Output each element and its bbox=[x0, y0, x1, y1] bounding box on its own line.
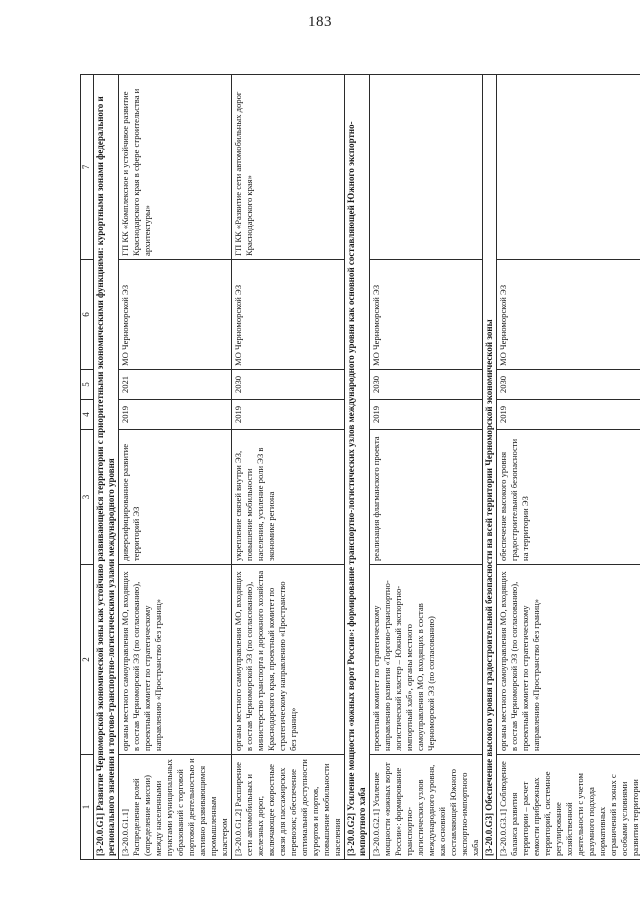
end-year-cell: 2030 bbox=[232, 370, 345, 400]
territory-cell: МО Черноморской ЭЗ bbox=[119, 260, 232, 370]
start-year-cell: 2019 bbox=[232, 400, 345, 430]
section-title: [3-20.0.G3] Обеспечение высокого уровня градостроительной безопасности на всей территории Черноморской экономической зоны bbox=[483, 75, 497, 860]
header-cell-6: 6 bbox=[81, 260, 94, 370]
start-year-cell: 2019 bbox=[119, 400, 232, 430]
territory-cell: МО Черноморской ЭЗ bbox=[232, 260, 345, 370]
territory-cell: МО Черноморской ЭЗ bbox=[497, 260, 640, 370]
section-row bbox=[94, 75, 119, 860]
measure-cell: [3-20.0.G1.1] Распределение ролей (определение миссии) между населенными пунктами муниципальных образований с торговой портовой деятельностью и активно развивающимся промышленным кластером bbox=[119, 755, 232, 860]
header-cell-2: 2 bbox=[81, 565, 94, 755]
table-row bbox=[119, 75, 232, 860]
header-cell-7: 7 bbox=[81, 75, 94, 260]
start-year-cell: 2019 bbox=[370, 400, 483, 430]
header-cell-4: 4 bbox=[81, 400, 94, 430]
result-cell: реализация флагманского проекта bbox=[370, 430, 483, 565]
measure-cell: [3-20.0.G2.1] Усиление мощности «южных ворот России»: формирование транспортно-логистических узлов международного уровня, как основной составляющей Южного экспортно-импортного хаба bbox=[370, 755, 483, 860]
measure-cell: [3-20.0.G1.2] Расширение сети автомобильных и железных дорог, включающее скоростные связи для пассажирских перевозок; обеспечение оптимальной доступности курортов и портов, повышение мобильности населения bbox=[232, 755, 345, 860]
end-year-cell: 2030 bbox=[370, 370, 483, 400]
header-cell-3: 3 bbox=[81, 430, 94, 565]
program-cell bbox=[497, 75, 640, 260]
responsible-cell: органы местного самоуправления МО, входящих в состав Черноморской ЭЗ (по согласованию), проектный комитет по стратегическому направлению «Пространство без границ» bbox=[497, 565, 640, 755]
header-row bbox=[81, 75, 94, 860]
territory-cell: МО Черноморской ЭЗ bbox=[370, 260, 483, 370]
result-cell: диверсифицированное развитие территорий ЭЗ bbox=[119, 430, 232, 565]
rotated-table-frame bbox=[80, 75, 640, 860]
responsible-cell: органы местного самоуправления МО, входящих в состав Черноморской ЭЗ (по согласованию), министерство транспорта и дорожного хозяйства Краснодарского края, проектный комитет по стратегическому направлению «Пространство без границ» bbox=[232, 565, 345, 755]
result-cell: обеспечение высокого уровня градостроительной безопасности на территории ЭЗ bbox=[497, 430, 640, 565]
table-row bbox=[497, 75, 640, 860]
section-title: [3-20.0.G2] Усиление мощности «южных ворот России»: формирование транспортно-логистических узлов международного уровня как основной составляющей Южного экспортно-импортного хаба bbox=[345, 75, 370, 860]
measures-table bbox=[80, 74, 640, 860]
header-cell-5: 5 bbox=[81, 370, 94, 400]
end-year-cell: 2021 bbox=[119, 370, 232, 400]
program-cell: ГП КК «Комплексное и устойчивое развитие Краснодарского края в сфере строительства и архитектуры» bbox=[119, 75, 232, 260]
table-row bbox=[232, 75, 345, 860]
responsible-cell: проектный комитет по стратегическому направлению развития «Торгово-транспортно-логистический кластер – Южный экспортно-импортный хаб», органы местного самоуправления МО, входящих в состав Черноморской ЭЗ (по согласованию) bbox=[370, 565, 483, 755]
program-cell: ГП КК «Развитие сети автомобильных дорог Краснодарского края» bbox=[232, 75, 345, 260]
table-row bbox=[370, 75, 483, 860]
page-number: 183 bbox=[308, 14, 332, 30]
end-year-cell: 2030 bbox=[497, 370, 640, 400]
header-cell-1: 1 bbox=[81, 755, 94, 860]
section-title: [3-20.0.G1] Развитие Черноморской экономической зоны как устойчиво развивающейся территории с приоритетными экономическими функциями: курортными зонами федерального и регионального значения и торгово-транспортно-логистическими узлами международного уровня bbox=[94, 75, 119, 860]
start-year-cell: 2019 bbox=[497, 400, 640, 430]
program-cell bbox=[370, 75, 483, 260]
section-row bbox=[483, 75, 497, 860]
responsible-cell: органы местного самоуправления МО, входящих в состав Черноморской ЭЗ (по согласованию), проектный комитет по стратегическому направлению «Пространство без границ» bbox=[119, 565, 232, 755]
result-cell: укрепление связей внутри ЭЗ, повышение мобильности населения, усиление роли ЭЗ в экономике региона bbox=[232, 430, 345, 565]
measure-cell: [3-20.0.G3.1] Соблюдение баланса развития территории – расчет емкости прибрежных территорий, системное регулирование хозяйственной деятельности с учетом разумного подхода нормативных ограничений в зонах с особыми условиями развития территории bbox=[497, 755, 640, 860]
section-row bbox=[345, 75, 370, 860]
